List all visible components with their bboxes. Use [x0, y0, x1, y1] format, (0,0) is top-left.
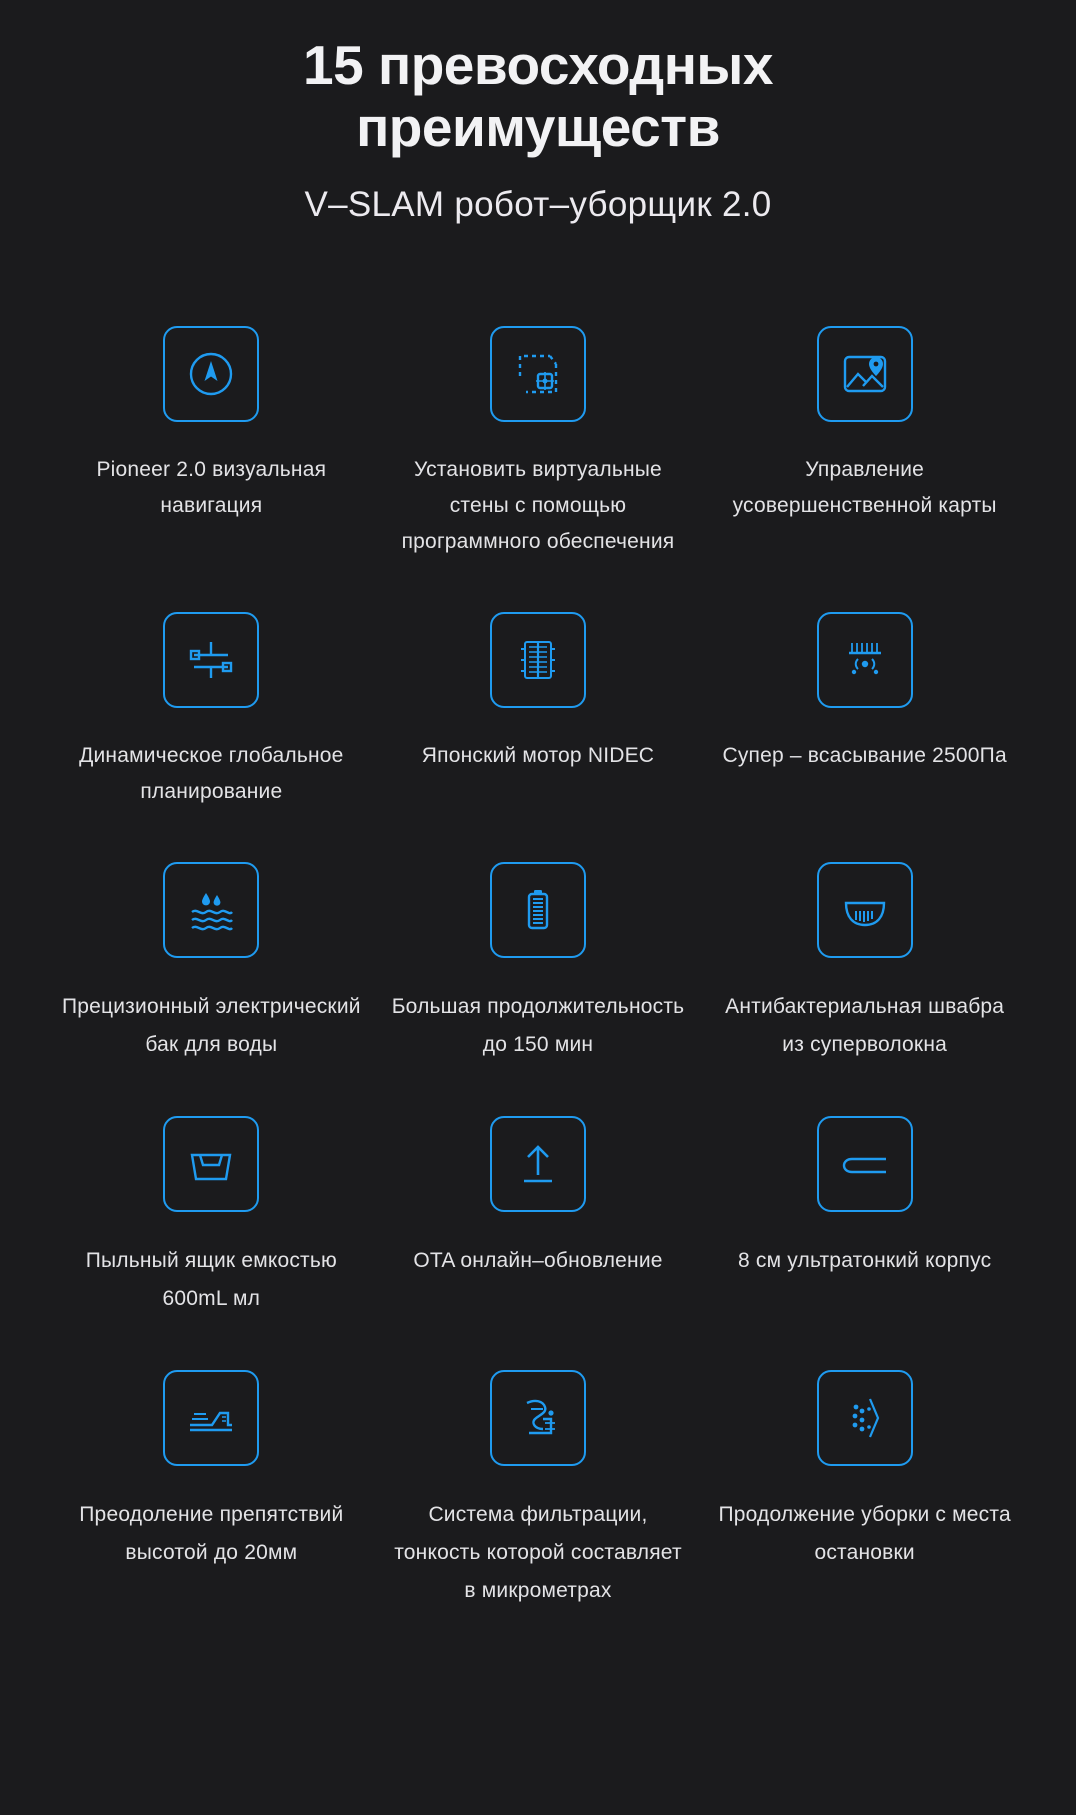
feature-item [48, 612, 375, 862]
feature-caption: Пыльный ящик емкостью 600mL мл [85, 1249, 337, 1310]
page-header [0, 0, 1076, 226]
slim-body-icon [817, 1116, 913, 1212]
feature-caption: Система фильтрации, тонкость которой составляет в микрометрах [394, 1503, 682, 1602]
filter-system-icon [490, 1370, 586, 1466]
map-pin-icon [817, 326, 913, 422]
feature-caption: Управление усовершенственной карты [732, 458, 997, 517]
feature-caption: Большая продолжительность до 150 мин [391, 995, 685, 1056]
feature-caption: Продолжение уборки с места остановки [718, 1503, 1011, 1564]
dustbin-icon [163, 1116, 259, 1212]
feature-item [48, 1370, 375, 1662]
navigation-compass-icon [163, 326, 259, 422]
feature-caption: Динамическое глобальное планирование [79, 744, 344, 803]
feature-caption: Японский мотор NIDEC [421, 744, 655, 767]
suction-icon [817, 612, 913, 708]
feature-item [701, 326, 1028, 612]
feature-caption: Установить виртуальные стены с помощью программного обеспечения [401, 458, 675, 553]
feature-item [375, 1370, 702, 1662]
feature-caption: Pioneer 2.0 визуальная навигация [96, 458, 327, 517]
feature-caption: OTA онлайн–обновление [413, 1249, 663, 1272]
water-tank-icon [163, 862, 259, 958]
mop-icon [817, 862, 913, 958]
resume-cleaning-icon [817, 1370, 913, 1466]
features-grid [0, 326, 1076, 1662]
feature-item [375, 1116, 702, 1370]
feature-item [48, 1116, 375, 1370]
feature-item [48, 326, 375, 612]
dynamic-planning-icon [163, 612, 259, 708]
feature-caption: Преодоление препятствий высотой до 20мм [79, 1503, 344, 1564]
feature-item [375, 612, 702, 862]
feature-caption: Прецизионный электрический бак для воды [61, 995, 361, 1056]
obstacle-climb-icon [163, 1370, 259, 1466]
feature-item [701, 612, 1028, 862]
feature-caption: Супер – всасывание 2500Па [722, 744, 1007, 767]
feature-item [701, 1370, 1028, 1662]
page-title: 15 превосходных преимуществ [303, 34, 773, 158]
virtual-wall-icon [490, 326, 586, 422]
feature-item [375, 326, 702, 612]
feature-item [375, 862, 702, 1116]
feature-item [701, 1116, 1028, 1370]
ota-arrow-up-icon [490, 1116, 586, 1212]
feature-item [48, 862, 375, 1116]
feature-caption: Антибактериальная швабра из суперволокна [725, 995, 1005, 1056]
feature-caption: 8 см ультратонкий корпус [738, 1249, 992, 1272]
battery-icon [490, 862, 586, 958]
motor-icon [490, 612, 586, 708]
page-subtitle: V–SLAM робот–уборщик 2.0 [304, 185, 772, 224]
feature-item [701, 862, 1028, 1116]
